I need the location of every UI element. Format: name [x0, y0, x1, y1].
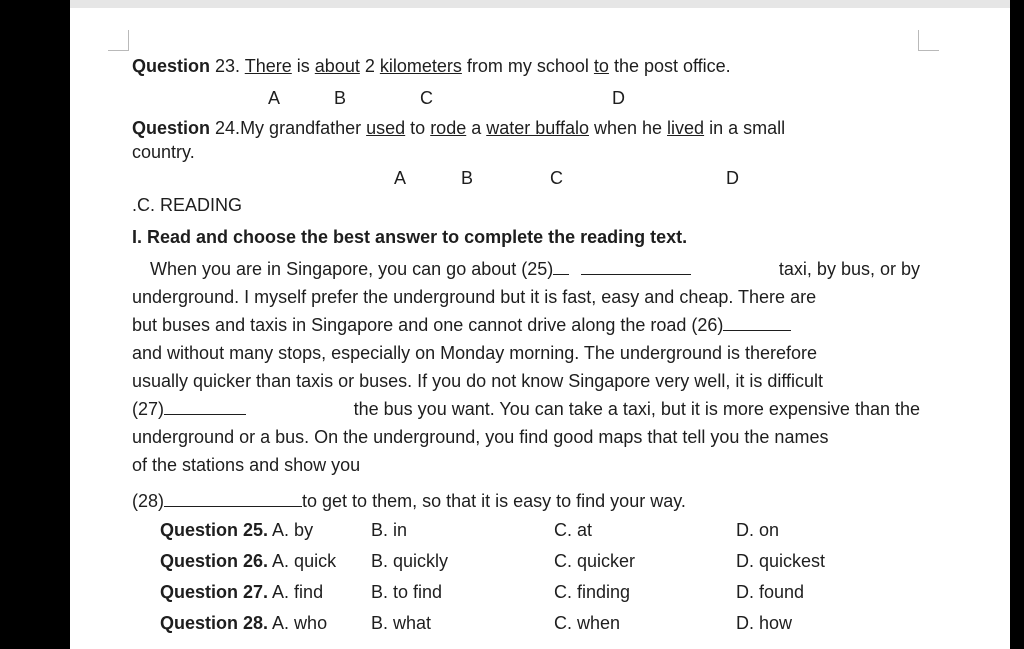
option-question-label: Question 28.	[160, 613, 269, 633]
q24-letter-b: B	[461, 168, 474, 188]
sentence-text: My grandfather	[240, 118, 367, 138]
passage-text: When you are in Singapore, you can go about (25)	[150, 259, 554, 279]
passage-text: underground or a bus. On the underground, you find good maps that tell you the names	[132, 427, 829, 447]
passage-line	[132, 367, 920, 395]
blank-25-line	[581, 257, 691, 275]
question-label: Question	[132, 118, 211, 138]
sentence-text: the post office.	[608, 56, 731, 76]
option-question-label: Question 26.	[160, 551, 269, 571]
reading-passage	[132, 255, 920, 515]
passage-text: taxi, by bus, or by	[778, 259, 920, 279]
passage-line	[132, 487, 920, 515]
underlined-word-a: used	[366, 118, 406, 138]
blank-28	[164, 489, 302, 507]
document-page	[70, 0, 1010, 649]
underlined-word-a: There	[244, 56, 292, 76]
option-c: C. finding	[554, 582, 631, 602]
q24-line-2: country.	[132, 142, 195, 162]
option-a: A. by	[272, 520, 314, 540]
passage-text: of the stations and show you	[132, 455, 361, 475]
margin-corner-mark-left	[108, 30, 129, 51]
q24-letter-d: D	[726, 168, 739, 188]
passage-text: (27)	[132, 399, 165, 419]
q23-letter-a: A	[268, 88, 281, 108]
section-heading: .C. READING	[132, 195, 243, 215]
q23-letter-d: D	[612, 88, 625, 108]
blank-25	[553, 257, 569, 275]
question-23	[132, 52, 731, 80]
sentence-text: 2	[359, 56, 380, 76]
passage-line	[132, 339, 920, 367]
sentence-text: from my school	[461, 56, 594, 76]
option-d: D. on	[736, 520, 780, 540]
sentence-text: a	[466, 118, 487, 138]
question-24	[132, 114, 920, 166]
sentence-text: when he	[588, 118, 668, 138]
passage-line	[132, 283, 920, 311]
q24-letter-c: C	[550, 168, 563, 188]
passage-line	[132, 395, 920, 423]
option-c: C. at	[554, 520, 593, 540]
sentence-text: is	[291, 56, 315, 76]
option-b: B. quickly	[371, 551, 449, 571]
underlined-word-d: to	[593, 56, 609, 76]
passage-line	[132, 451, 920, 479]
passage-line	[132, 423, 920, 451]
blank-26	[723, 313, 791, 331]
passage-text: underground. I myself prefer the underground but it is fast, easy and cheap. There are	[132, 287, 817, 307]
underlined-word-d: lived	[667, 118, 705, 138]
passage-text: (28)	[132, 491, 165, 511]
option-a: A. find	[272, 582, 324, 602]
question-label: Question	[132, 56, 211, 76]
question-number: 23.	[215, 56, 241, 76]
option-b: B. in	[371, 520, 408, 540]
option-question-label: Question 25.	[160, 520, 269, 540]
page-top-edge	[70, 0, 1010, 8]
passage-line	[132, 311, 920, 339]
underlined-word-c: kilometers	[379, 56, 462, 76]
passage-text: usually quicker than taxis or buses. If you do not know Singapore very well, it is difficult	[132, 371, 824, 391]
passage-text: the bus you want. You can take a taxi, but it is more expensive than the	[353, 399, 920, 419]
q24-letter-a: A	[394, 168, 407, 188]
sentence-text: to	[405, 118, 431, 138]
underlined-word-c: water buffalo	[486, 118, 589, 138]
blank-27	[164, 397, 246, 415]
option-d: D. how	[736, 613, 793, 633]
question-number: 24.	[215, 118, 241, 138]
option-d: D. quickest	[736, 551, 826, 571]
passage-text: but buses and taxis in Singapore and one cannot drive along the road (26)	[132, 315, 724, 335]
passage-text: and without many stops, especially on Monday morning. The underground is therefore	[132, 343, 818, 363]
option-d: D. found	[736, 582, 805, 602]
passage-text: to get to them, so that it is easy to find your way.	[302, 491, 686, 511]
option-b: B. what	[371, 613, 432, 633]
option-a: A. who	[272, 613, 328, 633]
reading-instruction: I. Read and choose the best answer to complete the reading text.	[132, 227, 688, 247]
option-c: C. quicker	[554, 551, 636, 571]
sentence-text: in a small	[704, 118, 786, 138]
q23-letter-c: C	[420, 88, 433, 108]
q23-letter-b: B	[334, 88, 347, 108]
option-a: A. quick	[272, 551, 337, 571]
option-question-label: Question 27.	[160, 582, 269, 602]
underlined-word-b: about	[314, 56, 360, 76]
option-c: C. when	[554, 613, 621, 633]
margin-corner-mark-right	[918, 30, 939, 51]
underlined-word-b: rode	[430, 118, 467, 138]
option-b: B. to find	[371, 582, 443, 602]
